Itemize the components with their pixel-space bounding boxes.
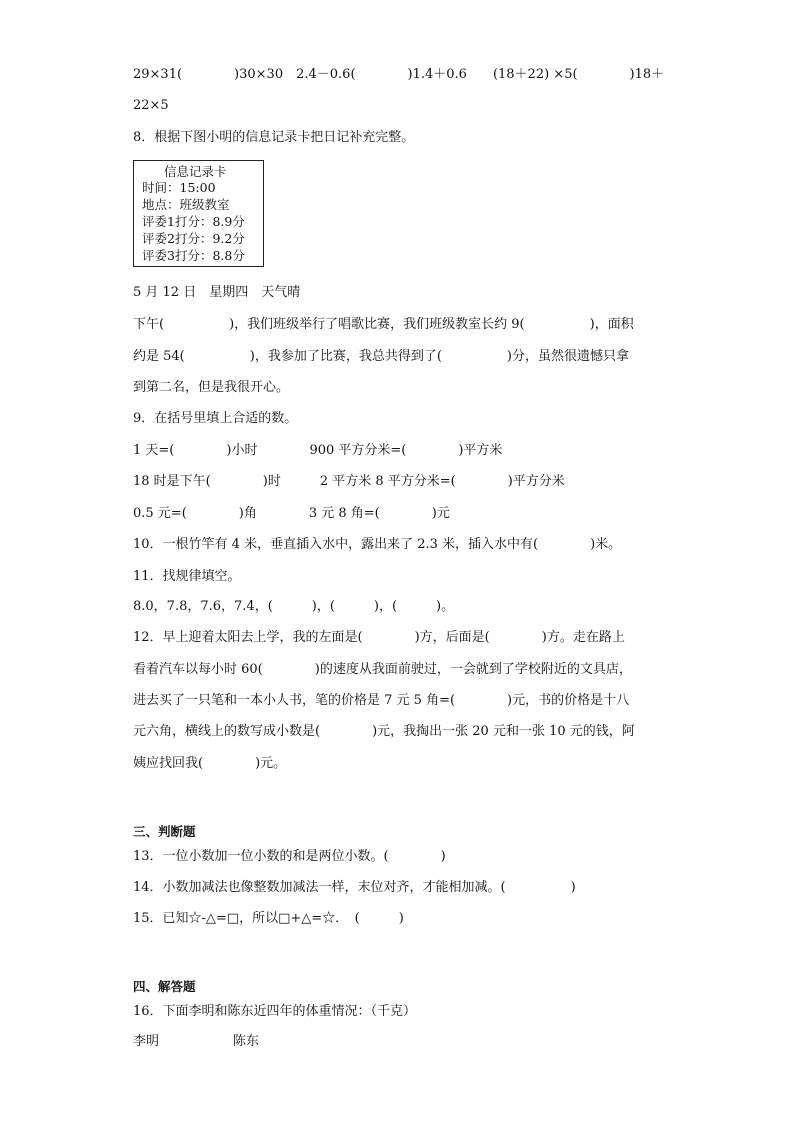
q14-text: 14．小数加减法也像整数加减法一样，末位对齐，才能相加减。( ): [133, 880, 576, 895]
q9-prompt: 9．在括号里填上合适的数。: [133, 411, 298, 426]
diary-line-3: 到第二名，但是我很开心。: [133, 380, 290, 395]
q12-line-5: 姨应找回我( )元。: [133, 756, 287, 771]
q7-line-1: 29×31( )30×30 2.4－0.6( )1.4＋0.6 (18＋22) ×5( )18＋: [133, 67, 665, 82]
q12-line-3: 进去买了一只笔和一本小人书，笔的价格是 7 元 5 角=( )元，书的价格是十八: [133, 693, 630, 708]
info-record-card: [133, 160, 264, 267]
card-judge-3: 评委3打分：8.8分: [142, 248, 245, 263]
q15-text: 15．已知☆-△=□，所以□+△=☆． ( ): [133, 911, 404, 926]
q12-line-2: 看着汽车以每小时 60( )的速度从我面前驶过，一会就到了学校附近的文具店，: [133, 662, 632, 677]
diary-date: 5 月 12 日 星期四 天气晴: [133, 285, 301, 300]
card-judge-1: 评委1打分：8.9分: [142, 214, 245, 229]
q12-line-4: 元六角，横线上的数写成小数是( )元，我掏出一张 20 元和一张 10 元的钱，阿: [133, 724, 635, 739]
diary-line-1: 下午( )，我们班级举行了唱歌比赛，我们班级教室长约 9( )，面积: [133, 317, 634, 332]
section-3-heading: 三、判断题: [133, 824, 196, 839]
q9-row-3: 0.5 元=( )角 3 元 8 角=( )元: [133, 506, 450, 521]
q13-text: 13．一位小数加一位小数的和是两位小数。( ): [133, 849, 446, 864]
q16-text: 16．下面李明和陈东近四年的体重情况：（千克）: [133, 1004, 417, 1019]
q10-text: 10．一根竹竿有 4 米，垂直插入水中，露出来了 2.3 米，插入水中有( )米。: [133, 537, 622, 552]
q11-sequence: 8.0，7.8，7.6，7.4，( )，( )，( )。: [133, 599, 455, 614]
diary-line-2: 约是 54( )，我参加了比赛，我总共得到了( )分，虽然很遗憾只拿: [133, 349, 629, 364]
q8-prompt: 8．根据下图小明的信息记录卡把日记补充完整。: [133, 130, 415, 145]
card-time: 时间：15:00: [142, 180, 216, 195]
q12-line-1: 12．早上迎着太阳去上学，我的左面是( )方，后面是( )方。走在路上: [133, 630, 625, 645]
q9-row-2: 18 时是下午( )时 2 平方米 8 平方分米=( )平方分米: [133, 474, 565, 489]
label-li-ming: 李明: [133, 1034, 160, 1049]
section-4-heading: 四、解答题: [133, 979, 196, 994]
card-judge-2: 评委2打分：9.2分: [142, 231, 245, 246]
label-chen-dong: 陈东: [233, 1034, 260, 1049]
q11-prompt: 11．找规律填空。: [133, 569, 241, 584]
q7-line-2: 22×5: [133, 98, 169, 113]
card-place: 地点：班级教室: [142, 197, 230, 212]
card-title: 信息记录卡: [164, 164, 227, 179]
q9-row-1: 1 天=( )小时 900 平方分米=( )平方米: [133, 443, 503, 458]
